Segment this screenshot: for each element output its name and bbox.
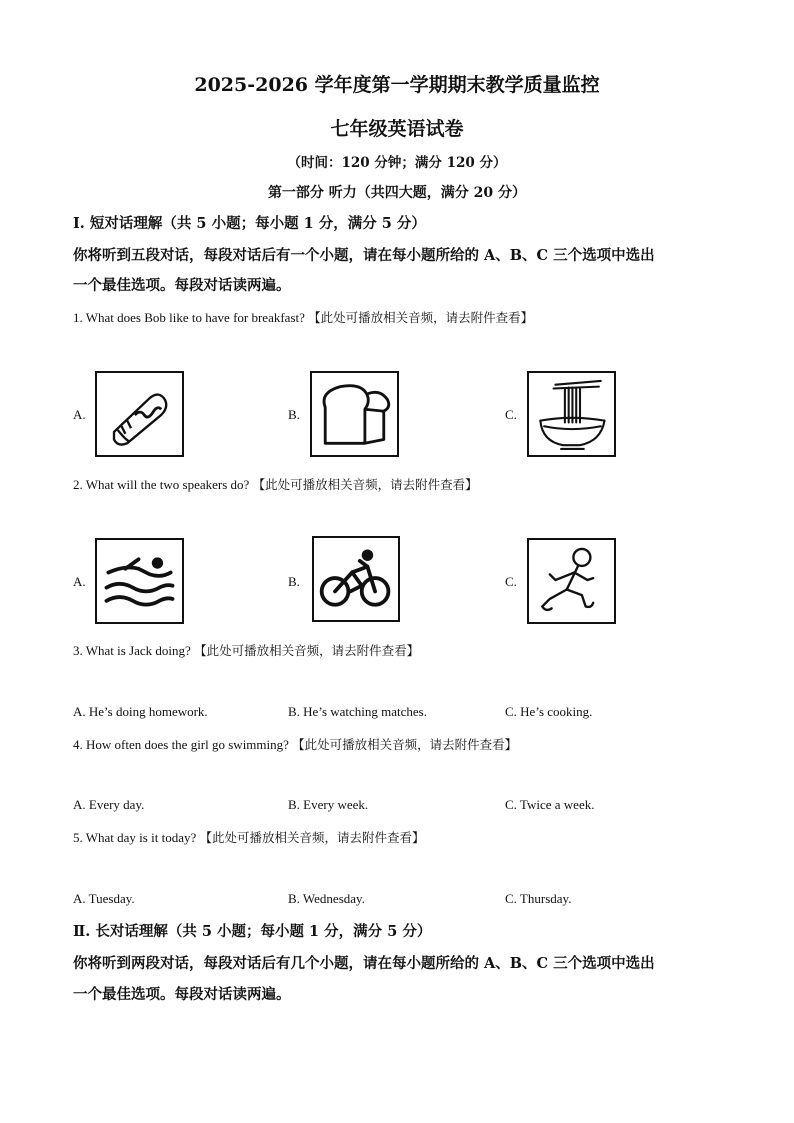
q2-option-c-letter: C. [505,574,517,589]
noodles-icon[interactable] [527,371,616,457]
section1-instruction-2: 一个最佳选项。每段对话读两遍。 [73,277,291,294]
q3-option-b[interactable]: B. He’s watching matches. [288,704,427,719]
running-icon[interactable] [527,538,616,624]
audio-note: 【此处可播放相关音频，请去附件查看】 [199,830,425,845]
question-2 [73,475,478,493]
audio-note: 【此处可播放相关音频，请去附件查看】 [194,643,420,658]
question-3-text: 3. What is Jack doing? [73,643,191,658]
cycling-icon[interactable] [312,536,400,622]
q4-option-a[interactable]: A. Every day. [73,797,145,812]
q1-option-c-letter: C. [505,407,517,422]
bread-icon[interactable] [310,371,399,457]
q1-option-b-letter: B. [288,407,300,422]
burrito-icon[interactable] [95,371,184,457]
question-4 [73,735,517,753]
q3-option-c[interactable]: C. He’s cooking. [505,704,593,719]
section2-heading: Ⅱ. 长对话理解（共 5 小题；每小题 1 分，满分 5 分） [73,923,432,940]
audio-note: 【此处可播放相关音频，请去附件查看】 [308,310,534,325]
exam-subtitle: 七年级英语试卷 [330,118,464,140]
part-title: 第一部分 听力（共四大题，满分 20 分） [267,185,527,201]
question-1-text: 1. What does Bob like to have for breakfast? [73,310,305,325]
question-5 [73,828,425,846]
q5-option-b[interactable]: B. Wednesday. [288,891,365,906]
q3-option-a[interactable]: A. He’s doing homework. [73,704,208,719]
exam-title: 2025-2026 学年度第一学期期末教学质量监控 [194,74,600,96]
q5-option-c[interactable]: C. Thursday. [505,891,572,906]
section1-heading: Ⅰ. 短对话理解（共 5 小题；每小题 1 分，满分 5 分） [73,215,426,232]
time-info: （时间：120 分钟；满分 120 分） [287,155,507,171]
question-5-text: 5. What day is it today? [73,830,197,845]
q4-option-c[interactable]: C. Twice a week. [505,797,595,812]
audio-note: 【此处可播放相关音频，请去附件查看】 [292,737,518,752]
section1-instruction-1: 你将听到五段对话，每段对话后有一个小题，请在每小题所给的 A、B、C 三个选项中选出 [73,247,655,264]
q1-option-a-letter: A. [73,407,86,422]
question-2-text: 2. What will the two speakers do? [73,477,250,492]
question-1 [73,308,533,326]
audio-note: 【此处可播放相关音频，请去附件查看】 [252,477,478,492]
question-3 [73,641,419,659]
q5-option-a[interactable]: A. Tuesday. [73,891,135,906]
section2-instruction-2: 一个最佳选项。每段对话读两遍。 [73,986,291,1003]
q4-option-b[interactable]: B. Every week. [288,797,369,812]
q2-option-b-letter: B. [288,574,300,589]
section2-instruction-1: 你将听到两段对话，每段对话后有几个小题，请在每小题所给的 A、B、C 三个选项中选出 [73,955,655,972]
swimming-icon[interactable] [95,538,184,624]
q2-option-a-letter: A. [73,574,86,589]
question-4-text: 4. How often does the girl go swimming? [73,737,289,752]
